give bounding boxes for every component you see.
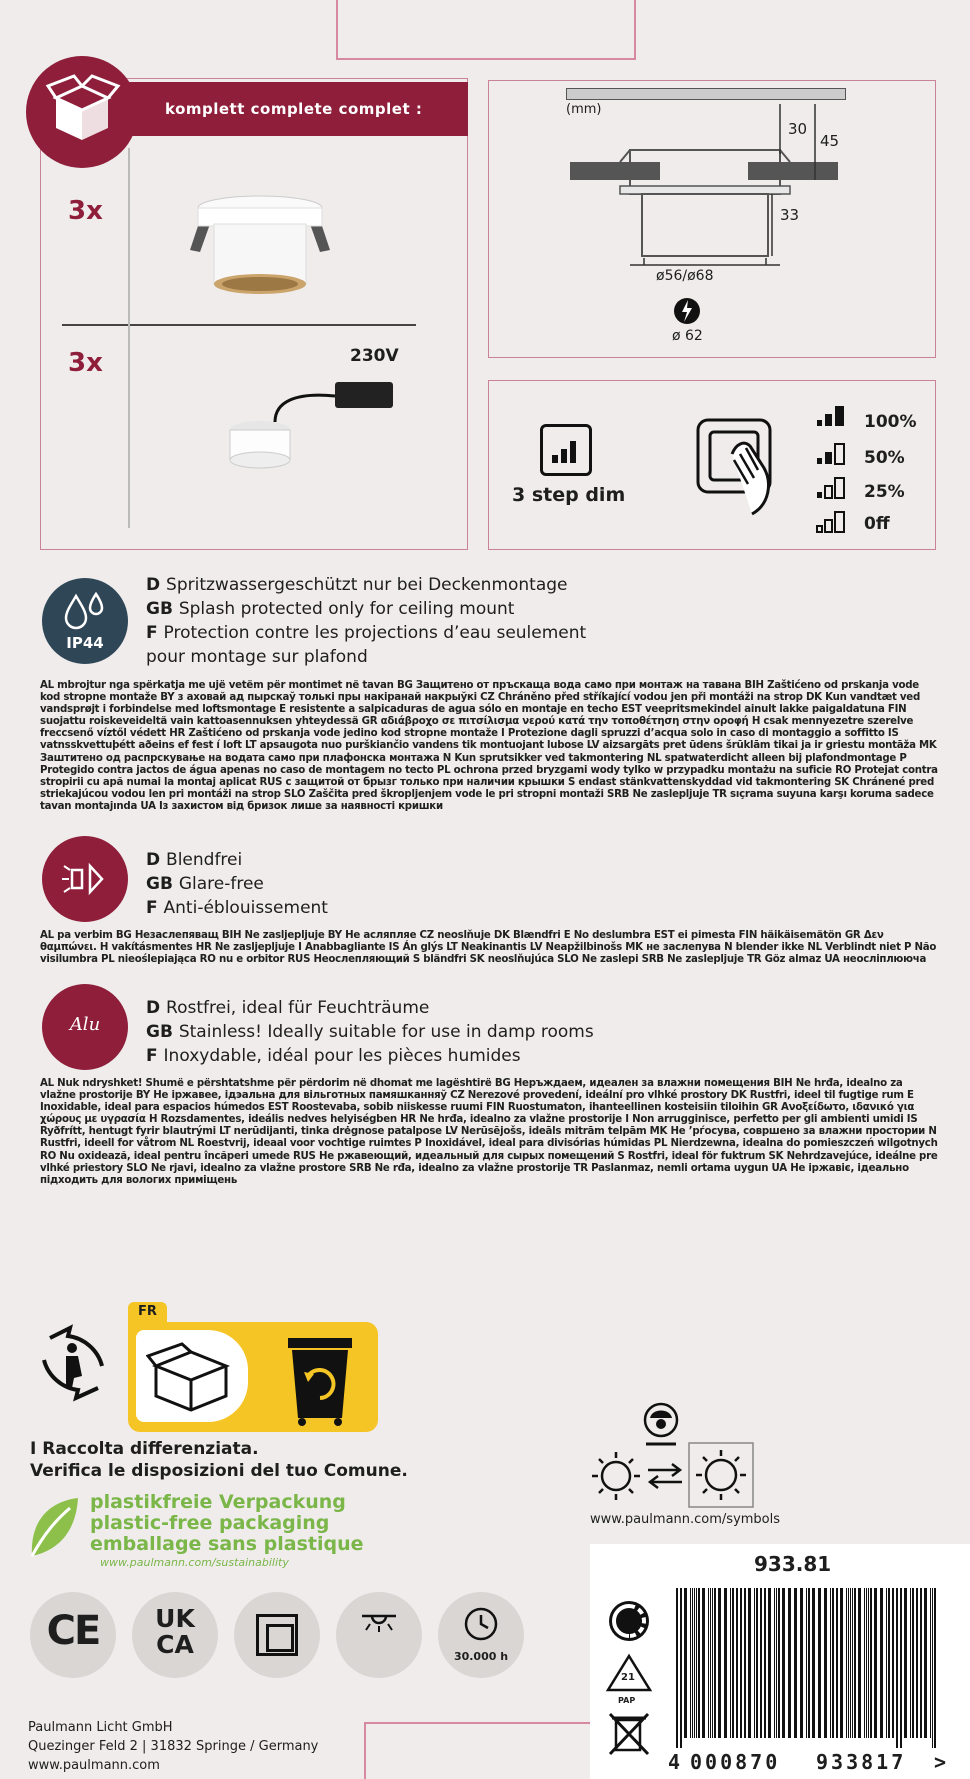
barcode-bar (736, 1588, 738, 1738)
switch-hand-icon (692, 414, 792, 524)
barcode-bar (730, 1588, 731, 1738)
barcode-bar (900, 1588, 902, 1748)
glare-text (146, 848, 328, 920)
alu-de: D Rostfrei, ideal für Feuchträume (146, 998, 430, 1018)
level-25: 25% (864, 482, 905, 502)
packaging-text (90, 1492, 364, 1571)
barcode-bar (782, 1588, 785, 1738)
packaging-fr: emballage sans plastique (90, 1533, 364, 1555)
barcode-bar (808, 1588, 810, 1738)
contents-title: komplett complete complet : (165, 100, 423, 118)
barcode-bar (760, 1588, 762, 1738)
alu-fr: F Inoxydable, idéal pour les pièces humides (146, 1046, 521, 1066)
it-recycling-text (30, 1438, 408, 1482)
packaging-en: plastic-free packaging (90, 1512, 330, 1534)
barcode-bar (916, 1588, 918, 1738)
dim-label: 3 step dim (512, 484, 626, 506)
barcode-bar (892, 1588, 894, 1738)
ip44-gb: GB Splash protected only for ceiling mount (146, 599, 515, 619)
barcode-bar (778, 1588, 780, 1738)
dim-cutout: ø 62 (672, 328, 703, 344)
it-line-1: I Raccolta differenziata. (30, 1439, 259, 1459)
barcode-bar (824, 1588, 827, 1738)
ceiling-bar (566, 88, 846, 100)
company-name: Paulmann Licht GmbH (28, 1720, 173, 1735)
barcode-bar (854, 1588, 856, 1738)
barcode-bar (932, 1588, 933, 1748)
ip44-fr-2: pour montage sur plafond (146, 647, 368, 667)
barcode-bar (806, 1588, 807, 1738)
barcode-bar (718, 1588, 721, 1738)
barcode-bar (748, 1588, 751, 1738)
dim-30: 30 (788, 120, 808, 138)
dim-diameters: ø56/ø68 (656, 268, 714, 284)
installer-icon (638, 1400, 684, 1450)
level-25-icon (816, 476, 856, 500)
glare-multilang: AL pa verbim BG Незаслепяващ BIH Ne zasljepljuje BY Не асляпляе CZ neoslňuje DK Blændfri E No deslumbra EST ei pimesta FIN häikäisemätön GR Δεν θαμπώνει. H vakításmentes HR Ne zasljepljuje I Anabbagliante IS Án glýs LT Neakinantis LV Neapžilbinošs MK не заслепува N blender ikke NL Verblindt niet P Não visilumbra PL nieoślepiająca RO nu e orbitor RUS Неослепляющий S bländfri SK neoslňujúca SLO Ne zaslepi SRB Ne zaslepljuje TR Göz almaz UA неосліплююча (40, 930, 937, 966)
barcode-bar (768, 1588, 771, 1738)
sun-dim-icon (588, 1448, 644, 1504)
barcode-bar (692, 1588, 693, 1738)
barcode-bar (788, 1588, 791, 1738)
dim-signal-icon (540, 424, 592, 476)
barcode-bar (850, 1588, 851, 1738)
level-50: 50% (864, 448, 905, 468)
ip44-badge (42, 578, 128, 664)
dim-33: 33 (780, 206, 800, 224)
ceiling-light-icon (336, 1592, 422, 1678)
barcode-bar (694, 1588, 695, 1738)
company-address: Quezinger Feld 2 | 31832 Springe / Germany (28, 1739, 319, 1754)
recycle-sub: PAP (618, 1696, 636, 1705)
lifetime-hours: 30.000 h (453, 1650, 509, 1663)
barcode-bar (740, 1588, 742, 1738)
weee-bin-icon (606, 1710, 652, 1760)
ce-label: CE (46, 1608, 100, 1654)
barcode-bar (680, 1588, 682, 1748)
barcode-bar (684, 1588, 687, 1738)
alu-label: Alu (69, 1014, 101, 1035)
alu-badge (42, 984, 128, 1070)
leaf-icon (26, 1494, 82, 1560)
drill-cutout-icon (672, 296, 702, 326)
it-line-2: Verifica le disposizioni del tuo Comune. (30, 1461, 408, 1481)
barcode-bar (910, 1588, 911, 1738)
fr-tag: FR (128, 1302, 167, 1329)
barcode-bar (712, 1588, 713, 1738)
recycle-code: 21 (621, 1672, 635, 1683)
barcode-bar (676, 1588, 678, 1748)
barcode-bar (924, 1588, 927, 1738)
company-info (28, 1718, 318, 1775)
barcode-bar (708, 1588, 709, 1738)
barcode-bar (698, 1588, 700, 1738)
symbols-url: www.paulmann.com/symbols (590, 1512, 781, 1527)
barcode-right-digits: 933817 (816, 1750, 907, 1774)
barcode-bar (832, 1588, 834, 1738)
barcode-bar (702, 1588, 705, 1738)
barcode-bar (864, 1588, 865, 1738)
dim-45: 45 (820, 132, 840, 150)
barcode-bar (690, 1588, 691, 1738)
barcode-bar (776, 1588, 777, 1738)
alu-gb: GB Stainless! Ideally suitable for use in damp rooms (146, 1022, 594, 1042)
yellow-bin-icon (280, 1334, 360, 1426)
clock-icon (463, 1606, 499, 1642)
barcode-bar (912, 1588, 914, 1738)
barcode-bar (934, 1588, 936, 1748)
green-dot-icon (606, 1598, 652, 1644)
dimension-drawing (560, 100, 860, 330)
contents-vert-divider (128, 148, 130, 528)
barcode-bar (858, 1588, 861, 1738)
packaging-url: www.paulmann.com/sustainability (100, 1556, 289, 1569)
barcode-bar (812, 1588, 815, 1738)
barcode-left-digits: 000870 (690, 1750, 781, 1774)
barcode-bar (848, 1588, 849, 1738)
barcode-bar (732, 1588, 734, 1738)
barcode-bar (930, 1588, 931, 1738)
barcode-bar (840, 1588, 843, 1738)
fr-sorting-panel (128, 1322, 378, 1432)
ceiling-mount-badge (336, 1592, 422, 1678)
package-icon (26, 56, 138, 168)
barcode-bar (714, 1588, 716, 1738)
company-web: www.paulmann.com (28, 1758, 160, 1773)
downlight-product-image (180, 180, 340, 300)
ip44-de: D Spritzwassergeschützt nur bei Deckenmontage (146, 575, 568, 595)
barcode-bar (830, 1588, 831, 1738)
alu-multilang: AL Nuk ndryshket! Shumë e përshtatshme për përdorim në dhomat me lagështirë BG Неръждаем, идеален за влажни помещения BIH Ne hrđa, idealno za vlažne prostorije BY Не іржавее, ідэальна для вільготных памяшканняў CZ Nerezové provedení, ideální pro vlhké prostory DK Rustfri, ideel til fugtige rum E Inoxidable, ideal para espacios húmedos EST Roostevaba, sobib niiskesse ruumi FIN Ruostumaton, ihanteellinen kosteisiin tiloihin GR Ανοξείδωτο, ιδανικό για χώρους με υγρασία H Rozsdamentes, ideális nedves helyiségben HR Ne hrđa, idealno za vlažne prostorije I Non arrugginisce, perfetto per gli ambienti umidi IS Ryðfrítt, hentugt fyrir blautrými LT nerūdijanti, tinka drėgnose patalpose LV Nerūsējošs, ideāls mitrām telpām MK Не ’рѓосува, совршено за влажни простории N Rustfri, ideell for våtrom NL Roestvrij, ideaal voor vochtige ruimtes P Inoxidável, ideal para divisórias húmidas PL Nierdzewna, idealna do pomieszczeń wilgotnych RO Nu oxidează, ideal pentru încăperi umede RUS Не ржавеющий, идеальный для сырых помещений S Rostfri, ideal för fuktrum SK Nehrdzavejúce, ideálne pre vlhké priestory SLO Ne rjavi, idealno za vlažne prostore SRB Ne rđa, idealno za vlažne prostorije TR Paslanmaz, nemli ortama uygun UA Не іржавіє, ідеально підходить для вологих приміщень (40, 1078, 938, 1186)
level-100-icon (816, 404, 856, 428)
glare-fr: F Anti-éblouissement (146, 898, 328, 918)
double-square-icon (256, 1614, 298, 1656)
barcode-first-digit: 4 (668, 1750, 684, 1774)
barcode-bar (754, 1588, 755, 1738)
ukca-line-1: UK (155, 1604, 195, 1633)
level-100: 100% (864, 412, 917, 432)
ukca-line-2: CA (156, 1630, 194, 1659)
barcode-bar (868, 1588, 869, 1738)
barcode-bar (710, 1588, 711, 1738)
level-off-icon (816, 510, 856, 534)
barcode-bar (794, 1588, 797, 1738)
glare-gb: GB Glare-free (146, 874, 264, 894)
led-module-image (225, 378, 405, 478)
ip44-multilang: AL mbrojtur nga spërkatja me ujë vetëm për montimet në tavan BG Защитено от пръскаща вода само при монтаж на тавана BIH Zaštićeno od prskanja vode kod stropne montaže BY з аховай ад пырскаў толькі пры накіранай накрыўкі CZ Chráněno před stříkající vodou jen při montáži na strop DK Kun vandtæt ved vandsprøjt i forbindelse med loftsmontage E resistente a salpicaduras de agua sólo en montaje en techo EST veepritsmekindel ainult lakke paigaldatuna FIN suojattu roiskeveideltä vain kattoasennuksen yhteydessä GR αδιάβροχο σε πιτσίλισμα νερού κατά την τοποθέτηση στην οροφή H csak mennyezetre szerelve freccsenő víztől védett HR Zaštićeno od prskanja vode jedino kod stropne montaže I Protezione dagli spruzzi d’acqua solo in caso di montaggio a soffitto IS vatnsskvettuþétt aðeins ef fest í loft LT apsaugota nuo purškiančio vandens tik montuojant lubose LV aizsargāts pret ūdens šrūklām tikai ja ir griestu montāža MK Заштитено од распрскување на водата само при плафонска монтажа N Kun sprutsikker ved takmontering NL spatwaterdicht alleen bij plafondmontage P Protegido contra jactos de água apenas no caso de montagem no tecto PL ochrona przed bryzgami wody tylko w przypadku montażu na suficie RO Protejat contra stropirii cu apă numai la montaj aplicat RUS с защитой от брызг только при наличии крышки S endast stänkvattenskyddad vid takmontering SK Chránené pred striekajúcou vodou len pri montáži na strop SLO Zaščita pred škropljenjem vode le pri stropni montaži SRB Ne zaslepljuje TR sıçrama suyuna karşı koruma sadece tavan montajında UA Із захистом від бризок лише за наявності кришки (40, 680, 938, 812)
barcode-bar (880, 1588, 883, 1738)
class-ii-badge (234, 1592, 320, 1678)
barcode-bar (896, 1588, 898, 1748)
barcode-bar (756, 1588, 758, 1738)
level-off: 0ff (864, 514, 890, 534)
glare-free-icon (42, 836, 128, 922)
barcode-bar (886, 1588, 887, 1738)
ip44-fr: F Protection contre les projections d’eau seulement (146, 623, 587, 643)
box-icon-badge (26, 56, 138, 168)
swap-arrows-icon (644, 1460, 686, 1490)
barcode-bar (852, 1588, 853, 1738)
triman-recycling-icon (28, 1318, 118, 1408)
ip44-text (146, 573, 586, 669)
barcode-bar (874, 1588, 877, 1738)
barcode-bar (888, 1588, 890, 1738)
ce-badge (30, 1592, 116, 1678)
glare-de: D Blendfrei (146, 850, 243, 870)
barcode-bar (764, 1588, 766, 1738)
barcode-bar (724, 1588, 727, 1738)
voltage-label: 230V (350, 346, 399, 366)
barcode-bar (846, 1588, 847, 1738)
lifetime-badge (438, 1592, 524, 1678)
barcode-bar (696, 1588, 697, 1738)
barcode-bar (774, 1588, 775, 1738)
product-number: 933.81 (754, 1552, 832, 1576)
barcode-bar (866, 1588, 867, 1738)
barcode-bar (800, 1588, 803, 1738)
unit-label: (mm) (566, 102, 602, 117)
ukca-badge (132, 1592, 218, 1678)
barcode-bar (818, 1588, 821, 1738)
sun-bright-icon (688, 1442, 754, 1508)
barcode-bar (904, 1588, 907, 1738)
barcode-bar (744, 1588, 746, 1738)
ip44-label: IP44 (66, 634, 104, 652)
glare-badge (42, 836, 128, 922)
alu-text (146, 996, 594, 1068)
barcode-bar (870, 1588, 872, 1738)
cardboard-box-icon (146, 1340, 236, 1414)
contents-divider (62, 324, 416, 326)
item2-qty: 3x (68, 348, 103, 378)
barcode-bar (836, 1588, 838, 1738)
level-50-icon (816, 442, 856, 466)
barcode-arrow: > (934, 1750, 950, 1774)
barcode-bar (920, 1588, 922, 1738)
item1-qty: 3x (68, 196, 103, 226)
packaging-de: plastikfreie Verpackung (90, 1491, 346, 1513)
barcode (668, 1588, 948, 1748)
